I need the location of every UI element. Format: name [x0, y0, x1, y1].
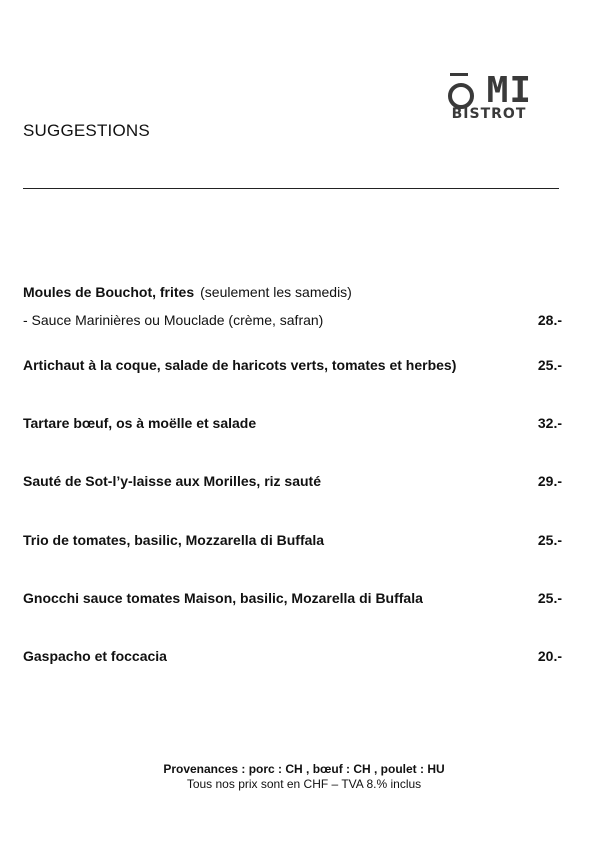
menu-item-name: Trio de tomates, basilic, Mozzarella di Buffala: [23, 532, 325, 548]
menu-item-price: 25.-: [537, 357, 562, 373]
menu-item-price: 25.-: [537, 590, 562, 606]
menu-item-name-text: Moules de Bouchot, frites: [23, 284, 195, 300]
menu-item-price: 29.-: [537, 473, 562, 489]
menu-item-name: Tartare bœuf, os à moëlle et salade: [23, 415, 257, 431]
bistrot-logo: [446, 62, 532, 126]
divider-line: [23, 188, 559, 189]
logo-mark: [446, 70, 532, 111]
menu-item-note: (seulement les samedis): [200, 284, 352, 300]
provenances-note: Provenances : porc : CH , bœuf : CH , poulet : HU: [163, 762, 445, 776]
logo-o-macron-icon: [446, 73, 472, 103]
prices-note: Tous nos prix sont en CHF – TVA 8.% inclus: [186, 777, 422, 791]
menu-item-name: Sauté de Sot-l’y-laisse aux Morilles, riz sauté: [23, 473, 321, 489]
menu-item-price: 25.-: [537, 532, 562, 548]
menu-item-name: Gnocchi sauce tomates Maison, basilic, Mozarella di Buffala: [23, 590, 423, 606]
page-title: SUGGESTIONS: [23, 121, 150, 140]
logo-mi-letters: MI: [486, 70, 532, 111]
menu-item-name: [23, 284, 352, 300]
menu-item-price: 28.-: [537, 312, 562, 328]
menu-item-name: Artichaut à la coque, salade de haricots verts, tomates et herbes): [23, 357, 457, 373]
menu-item-price: 20.-: [537, 648, 562, 664]
menu-item-name: Gaspacho et foccacia: [23, 648, 167, 664]
menu-item-price: 32.-: [537, 415, 562, 431]
logo-subtitle: BISTROT: [451, 106, 527, 122]
menu-item-subline: - Sauce Marinières ou Mouclade (crème, safran): [23, 312, 324, 328]
